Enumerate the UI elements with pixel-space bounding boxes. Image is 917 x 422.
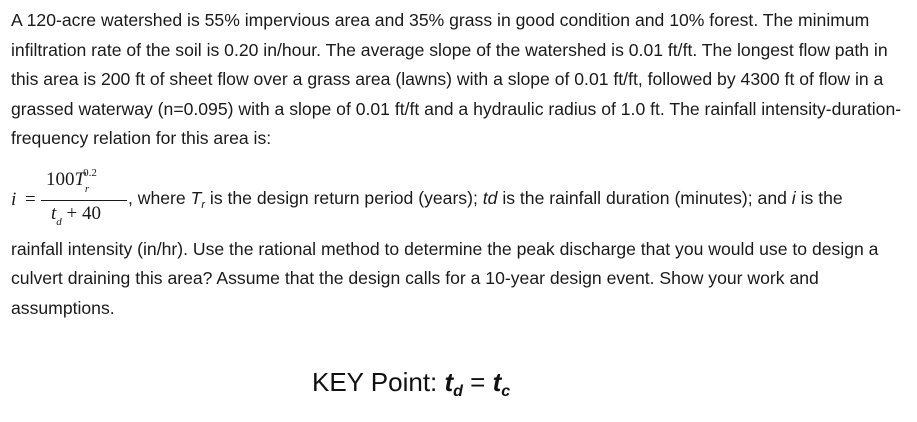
denominator-subscript: d [56, 215, 62, 228]
formula-equals: = [25, 188, 36, 210]
denominator-rest: + 40 [61, 202, 101, 224]
formula-denominator [51, 202, 101, 228]
numerator-coefficient: 100 [46, 168, 75, 190]
definition-td: td [482, 187, 498, 208]
definition-Tr: T [190, 187, 202, 208]
numerator-subscript: r [84, 182, 90, 195]
definition-text-1: , where [128, 187, 191, 208]
key-point-t1: t [444, 367, 454, 397]
formula-numerator [46, 166, 97, 195]
numerator-variable: T [74, 168, 86, 190]
problem-paragraph-2: rainfall intensity (in/hr). Use the rational method to determine the peak discharge that you would use to design a culvert draining this area? Assume that the design calls for a 10-year design event. Show your work and assumptions. [11, 238, 879, 318]
definition-text-4: is the [795, 187, 843, 208]
key-point-t2: t [492, 367, 502, 397]
problem-statement [11, 6, 911, 323]
fraction-bar [41, 200, 127, 201]
formula-fraction [41, 166, 129, 233]
definition-text-2: is the design return period (years); [205, 187, 483, 208]
key-point-sub2: c [501, 383, 511, 400]
formula-lhs: i [11, 188, 17, 210]
denominator-variable: t [51, 202, 57, 224]
definition-i: i [791, 187, 796, 208]
key-point-equals: = [462, 367, 493, 397]
definition-Tr-sub: r [201, 198, 206, 211]
idf-formula-line [11, 166, 911, 235]
definition-text-3: is the rainfall duration (minutes); and [497, 187, 792, 208]
key-point-sub1: d [453, 383, 463, 400]
key-point-label: KEY Point: [312, 367, 445, 397]
formula-definitions [128, 188, 843, 209]
problem-paragraph-1: A 120-acre watershed is 55% impervious area and 35% grass in good condition and 10% forest. The minimum infiltration rate of the soil is 0.20 in/hour. The average slope of the watershed is 0.01 ft/ft. The longest flow path in this area is 200 ft of sheet flow over a grass area (lawns) with a slope of 0.01 ft/ft, followed by 4300 ft of flow in a grassed waterway (n=0.095) with a slope of 0.01 ft/ft and a hydraulic radius of 1.0 ft. The rainfall intensity-duration-frequency relation for this area is: [11, 10, 902, 148]
numerator-exponent: 0.2 [83, 166, 97, 179]
key-point [312, 367, 510, 398]
